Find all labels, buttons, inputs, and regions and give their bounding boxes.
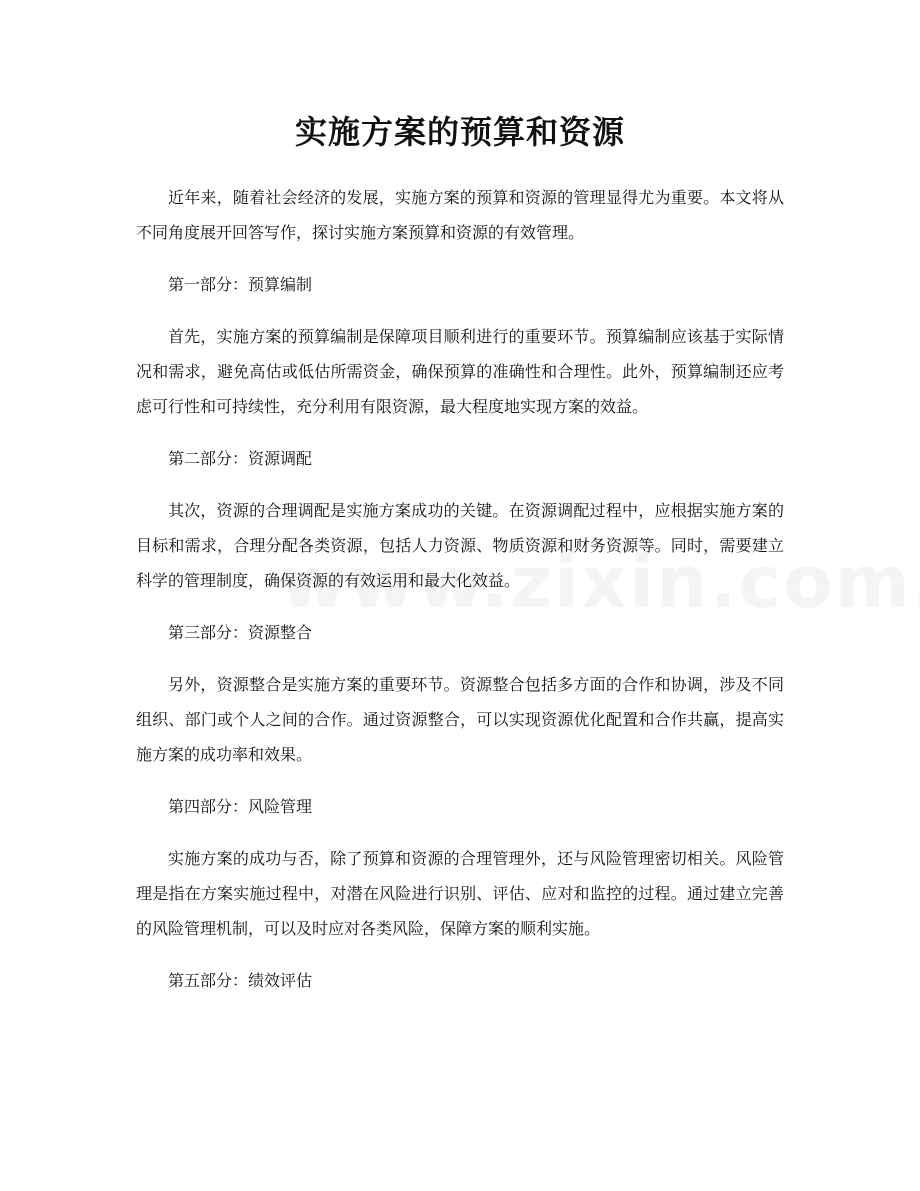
section-heading-4: 第四部分：风险管理 [168, 797, 313, 816]
section-heading-3: 第三部分：资源整合 [168, 623, 313, 642]
section-heading-5: 第五部分：绩效评估 [168, 971, 313, 990]
document-body [136, 180, 784, 998]
section-paragraph-3: 另外，资源整合是实施方案的重要环节。资源整合包括多方面的合作和协调，涉及不同组织、部门或个人之间的合作。通过资源整合，可以实现资源优化配置和合作共赢，提高实施方案的成功率和效果。 [136, 675, 784, 764]
section-paragraph-1: 首先，实施方案的预算编制是保障项目顺利进行的重要环节。预算编制应该基于实际情况和需求，避免高估或低估所需资金，确保预算的准确性和合理性。此外，预算编制还应考虑可行性和可持续性，充分利用有限资源，最大程度地实现方案的效益。 [136, 327, 784, 416]
section-heading-1: 第一部分：预算编制 [168, 275, 313, 294]
intro-paragraph: 近年来，随着社会经济的发展，实施方案的预算和资源的管理显得尤为重要。本文将从不同角度展开回答写作，探讨实施方案预算和资源的有效管理。 [136, 188, 784, 242]
document-title: 实施方案的预算和资源 [294, 113, 625, 151]
section-paragraph-4: 实施方案的成功与否，除了预算和资源的合理管理外，还与风险管理密切相关。风险管理是指在方案实施过程中，对潜在风险进行识别、评估、应对和监控的过程。通过建立完善的风险管理机制，可以及时应对各类风险，保障方案的顺利实施。 [136, 849, 784, 938]
section-paragraph-2: 其次，资源的合理调配是实施方案成功的关键。在资源调配过程中，应根据实施方案的目标和需求，合理分配各类资源，包括人力资源、物质资源和财务资源等。同时，需要建立科学的管理制度，确保资源的有效运用和最大化效益。 [136, 501, 784, 590]
section-heading-2: 第二部分：资源调配 [168, 449, 313, 468]
